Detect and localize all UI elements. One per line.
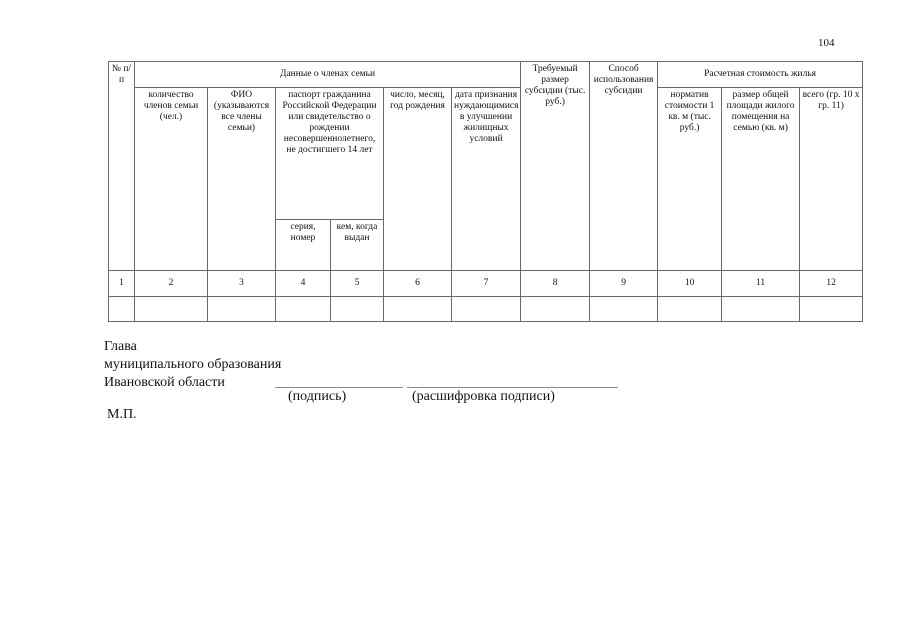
- empty-data-cell[interactable]: [521, 297, 590, 322]
- decryption-caption: (расшифровка подписи): [412, 389, 555, 404]
- column-number-cell: 1: [109, 271, 135, 297]
- page-number: 104: [818, 37, 835, 49]
- column-number-cell: 12: [800, 271, 863, 297]
- family-data-table: [108, 61, 863, 322]
- signatory-region: Ивановской области: [104, 375, 225, 390]
- empty-data-cell[interactable]: [722, 297, 800, 322]
- header-series-number: серия, номер: [276, 220, 331, 271]
- header-required-subsidy: Требуемый размер субсидии (тыс. руб.): [521, 62, 590, 271]
- header-recognition-date: дата признания нуждающимися в улучшении жилищных условий: [452, 88, 521, 271]
- signatory-organization: муниципального образования: [104, 357, 282, 372]
- empty-data-cell[interactable]: [452, 297, 521, 322]
- header-family-data: Данные о членах семьи: [135, 62, 521, 88]
- empty-data-cell[interactable]: [384, 297, 452, 322]
- column-number-cell: 10: [658, 271, 722, 297]
- empty-data-cell[interactable]: [135, 297, 208, 322]
- column-number-cell: 2: [135, 271, 208, 297]
- empty-data-cell[interactable]: [658, 297, 722, 322]
- column-number-cell: 8: [521, 271, 590, 297]
- column-number-cell: 7: [452, 271, 521, 297]
- column-number-cell: 6: [384, 271, 452, 297]
- column-number-cell: 4: [276, 271, 331, 297]
- header-full-name: ФИО (указываются все члены семьи): [208, 88, 276, 271]
- header-issued-by: кем, когда выдан: [331, 220, 384, 271]
- signature-line[interactable]: [275, 387, 403, 388]
- header-birth-date: число, месяц, год рождения: [384, 88, 452, 271]
- column-number-cell: 5: [331, 271, 384, 297]
- column-number-cell: 11: [722, 271, 800, 297]
- header-subsidy-method: Способ использования субсидии: [590, 62, 658, 271]
- empty-data-cell[interactable]: [208, 297, 276, 322]
- header-total: всего (гр. 10 х гр. 11): [800, 88, 863, 271]
- column-number-cell: 3: [208, 271, 276, 297]
- signature-decryption-line[interactable]: [407, 387, 618, 388]
- header-members-count: количество членов семьи (чел.): [135, 88, 208, 271]
- header-row-number: № п/п: [109, 62, 135, 271]
- header-housing-cost: Расчетная стоимость жилья: [658, 62, 863, 88]
- empty-data-cell[interactable]: [331, 297, 384, 322]
- empty-data-cell[interactable]: [276, 297, 331, 322]
- signature-caption: (подпись): [288, 389, 347, 404]
- signatory-block: [104, 338, 281, 392]
- header-area-size: размер общей площади жилого помещения на семью (кв. м): [722, 88, 800, 271]
- header-cost-norm: норматив стоимости 1 кв. м (тыс. руб.): [658, 88, 722, 271]
- signatory-title: Глава: [104, 339, 137, 354]
- stamp-label: М.П.: [107, 407, 137, 422]
- header-passport: паспорт гражданина Российской Федерации или свидетельство о рождении несовершеннолетнего, не достигшего 14 лет: [276, 88, 384, 220]
- column-number-cell: 9: [590, 271, 658, 297]
- empty-data-cell[interactable]: [109, 297, 135, 322]
- empty-data-cell[interactable]: [590, 297, 658, 322]
- empty-data-cell[interactable]: [800, 297, 863, 322]
